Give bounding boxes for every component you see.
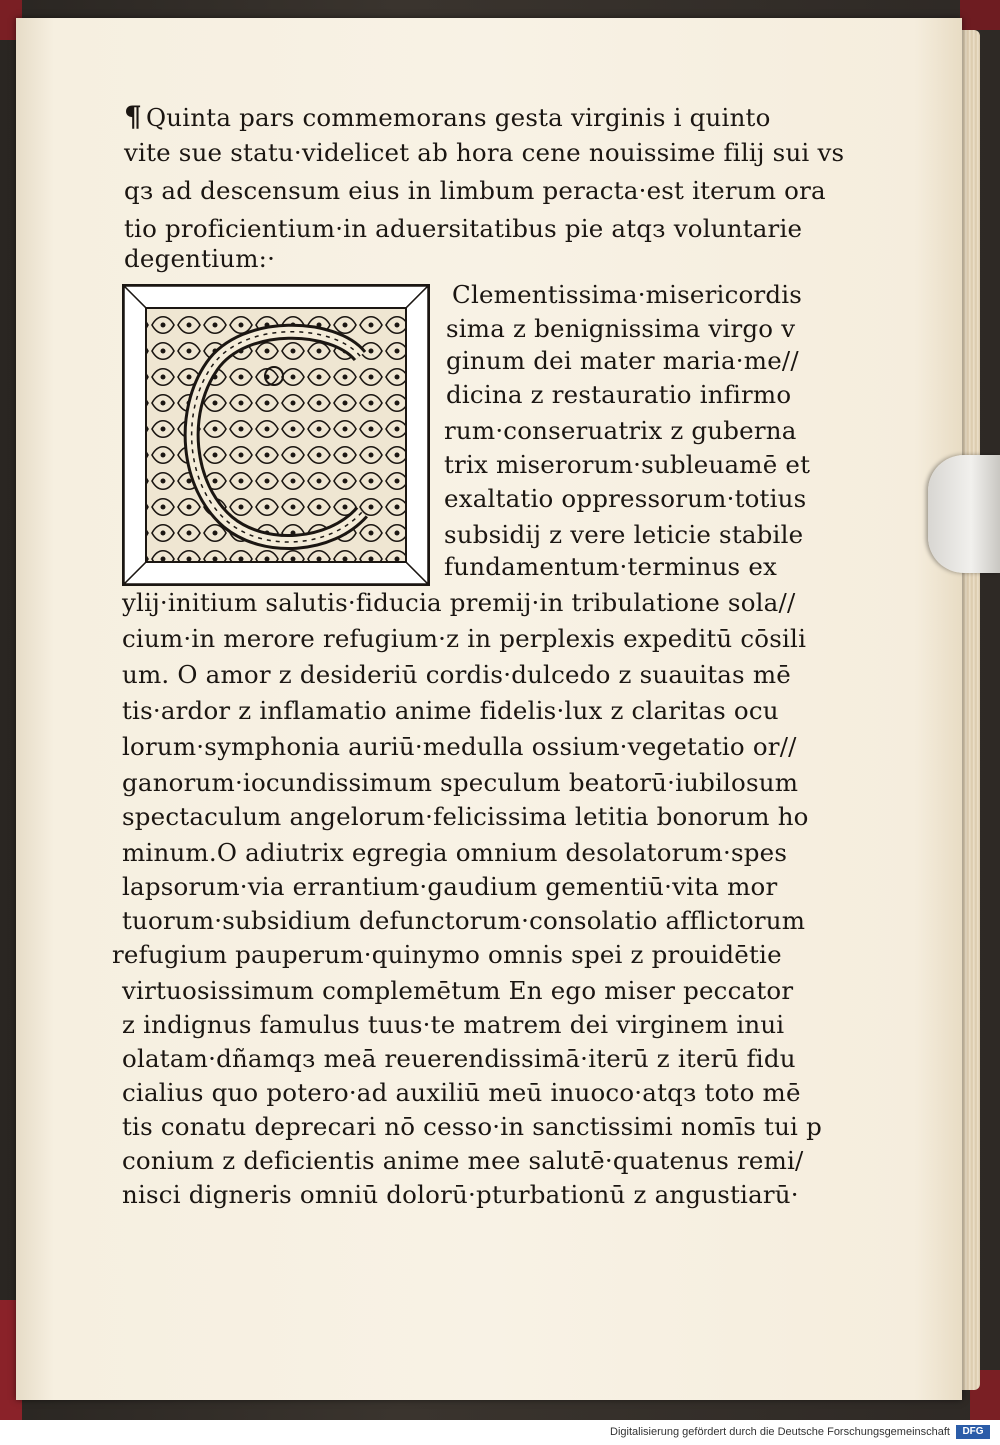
text-line: spectaculum angelorum·felicissima letitia bonorum ho [122, 802, 809, 831]
dfg-logo-icon: DFG [956, 1425, 990, 1439]
text-line: conium z deficientis anime mee salutē·quatenus remi/ [122, 1146, 804, 1175]
text-line: refugium pauperum·quinymo omnis spei z prouidētie [112, 940, 782, 969]
text-line: tuorum·subsidium defunctorum·consolatio afflictorum [122, 906, 806, 935]
text-line: rum·conseruatrix z guberna [444, 416, 797, 445]
text-line: ylij·initium salutis·fiducia premij·in tribulatione sola// [122, 588, 796, 617]
text-line: exaltatio oppressorum·totius [444, 484, 807, 513]
text-line: fundamentum·terminus ex [444, 552, 778, 581]
text-line: tis·ardor z inflamatio anime fidelis·lux z claritas ocu [122, 696, 779, 725]
text-line: minum.O adiutrix egregia omnium desolatorum·spes [122, 838, 788, 867]
text-line: sima z benignissima virgo v [446, 314, 796, 343]
text-line: dicina z restauratio infirmo [446, 380, 792, 409]
leather-corner [960, 0, 1000, 30]
text-line: nisci digneris omniū dolorū·pturbationū z angustiarū· [122, 1180, 799, 1209]
text-line: ganorum·iocundissimum speculum beatorū·iubilosum [122, 768, 799, 797]
text-line: z indignus famulus tuus·te matrem dei virginem inui [122, 1010, 785, 1039]
text-line: lorum·symphonia auriū·medulla ossium·vegetatio or// [122, 732, 797, 761]
text-line: tis conatu deprecari nō cesso·in sanctissimi nomīs tui p [122, 1112, 822, 1141]
heading-line: tio proficientium·in aduersitatibus pie atqз voluntarie [124, 214, 803, 243]
heading-line: vite sue statu·videlicet ab hora cene nouissime filij sui vs [124, 138, 845, 167]
heading-line: qз ad descensum eius in limbum peracta·est iterum ora [124, 176, 826, 205]
text-line: cialius quo potero·ad auxiliū meū inuoco·atqз toto mē [122, 1078, 801, 1107]
text-line: Clementissima·misericordis [452, 280, 803, 309]
funding-credit: Digitalisierung gefördert durch die Deutsche Forschungsgemeinschaft [610, 1426, 950, 1438]
footer-bar [0, 1420, 1000, 1445]
text-line: subsidij z vere leticie stabile [444, 520, 804, 549]
text-line: cium·in merore refugium·z in perplexis expeditū cōsili [122, 624, 807, 653]
clasp-tab [928, 455, 1000, 573]
woodcut-initial-c-icon [122, 284, 430, 586]
text-line: um. O amor z desideriū cordis·dulcedo z suauitas mē [122, 660, 791, 689]
heading-line: degentium:· [124, 244, 276, 273]
pilcrow-icon: ¶ [124, 100, 143, 133]
text-line: lapsorum·via errantium·gaudium gementiū·vita mor [122, 872, 778, 901]
text-line: olatam·dñamqз meā reuerendissimā·iterū z iterū fidu [122, 1044, 796, 1073]
text-line: ginum dei mater maria·me// [446, 346, 799, 375]
heading-line: ¶ Quinta pars commemorans gesta virginis i quinto [124, 100, 771, 133]
text-line: trix miserorum·subleuamē et [444, 450, 811, 479]
text-line: virtuosissimum complemētum En ego miser peccator [122, 976, 794, 1005]
